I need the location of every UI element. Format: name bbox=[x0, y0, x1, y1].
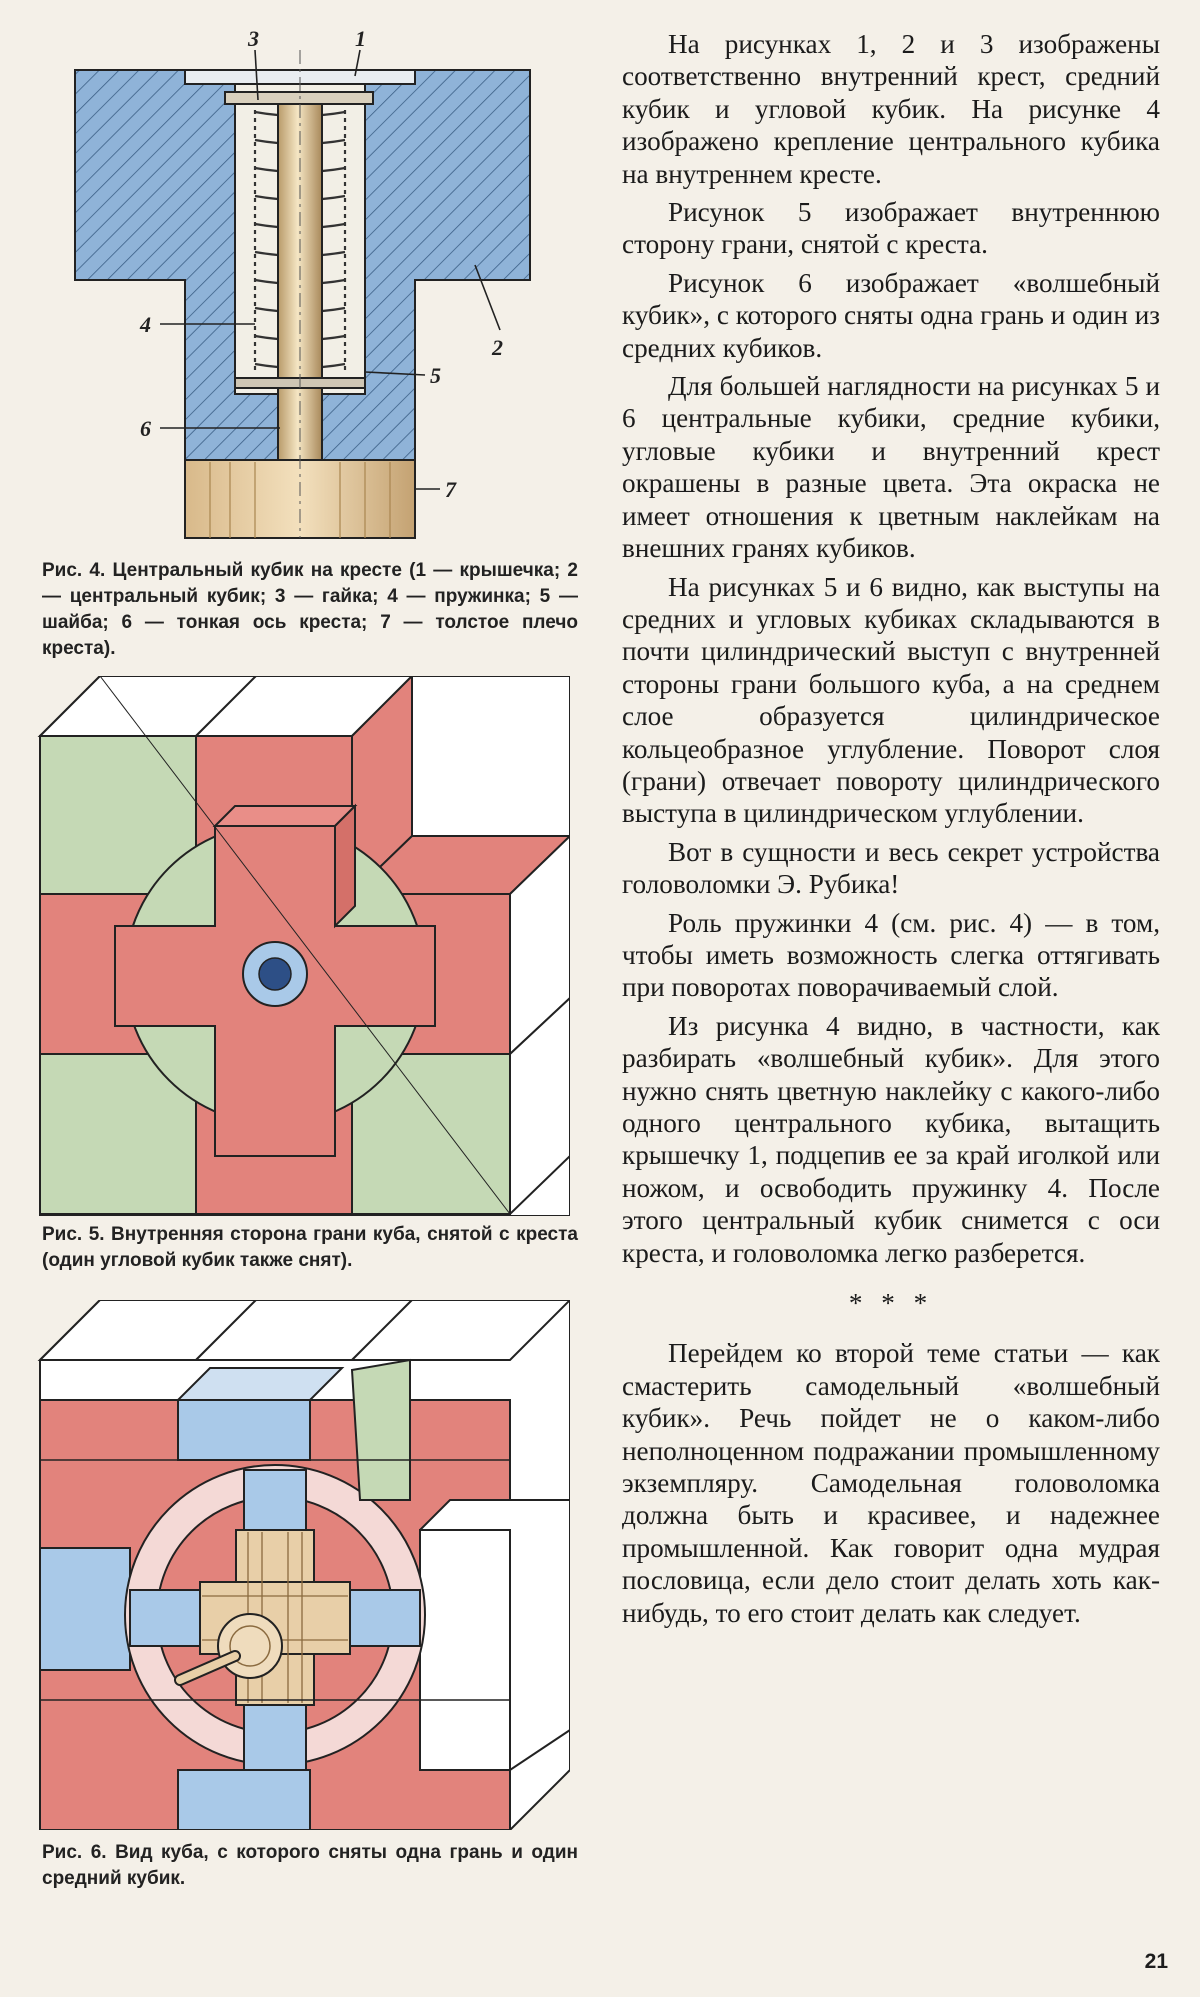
page-number: 21 bbox=[1144, 1950, 1168, 1973]
fig4-label-2: 2 bbox=[492, 335, 503, 360]
paragraph: Для большей наглядности на рисунках 5 и 6 центральные кубики, средние кубики, угловые кубики и внутренний крест окрашены в разные цвета. Эта окраска не имеет отношения к цветным наклейкам на внешних гранях кубиков. bbox=[622, 371, 1160, 564]
paragraph: Роль пружинки 4 (см. рис. 4) — в том, чтобы иметь возможность слегка оттягивать при поворотах поворачиваемый слой. bbox=[622, 907, 1160, 1003]
fig5-diagram bbox=[30, 676, 570, 1216]
fig4-caption: Рис. 4. Центральный кубик на кресте (1 — крышечка; 2 — центральный кубик; 3 — гайка; 4 — пружинка; 5 — шайба; 6 — тонкая ось креста; 7 — толстое плечо креста). bbox=[42, 560, 578, 659]
fig4-label-5: 5 bbox=[430, 363, 441, 388]
fig5-caption: Рис. 5. Внутренняя сторона грани куба, снятой с креста (один угловой кубик также снят). bbox=[42, 1224, 578, 1271]
fig4-diagram bbox=[30, 20, 570, 540]
paragraph: Рисунок 6 изображает «волшебный кубик», с которого сняты одна грань и один из средних кубиков. bbox=[622, 267, 1160, 363]
section-separator: * * * bbox=[848, 1288, 934, 1319]
paragraph: Вот в сущности и весь секрет устройства головоломки Э. Рубика! bbox=[622, 836, 1160, 900]
fig4-label-7: 7 bbox=[445, 477, 456, 502]
figure-5 bbox=[30, 676, 570, 1216]
figure-4 bbox=[30, 20, 570, 540]
figure-6 bbox=[30, 1300, 570, 1830]
paragraph: Перейдем ко второй теме статьи — как смастерить самодельный «волшебный кубик». Речь пойдет не о каком-либо неполноценном подражании промышленному экземпляру. Самодельная головоломка должна быть и красивее, и надежнее промышленной. Как говорит одна мудрая пословица, если дело стоит делать хоть как-нибудь, то его стоит делать как следует. bbox=[622, 1338, 1160, 1628]
paragraph: На рисунках 5 и 6 видно, как выступы на средних и угловых кубиках складываются в почти цилиндрический выступ с внутренней стороны грани большого куба, а на среднем слое образуется цилиндрическое кольцеобразное углубление. Поворот слоя (грани) отвечает повороту цилиндрического выступа в цилиндрическом углублении. bbox=[622, 571, 1160, 829]
fig4-label-1: 1 bbox=[355, 26, 366, 51]
paragraph: На рисунках 1, 2 и 3 изображены соответственно внутренний крест, средний кубик и угловой кубик. На рисунке 4 изображено крепление центрального кубика на внутреннем кресте. bbox=[622, 29, 1160, 189]
fig4-label-4: 4 bbox=[140, 312, 151, 337]
paragraph: Из рисунка 4 видно, в частности, как разбирать «волшебный кубик». Для этого нужно снять цветную наклейку с какого-либо одного центрального кубика, вытащить крышечку 1, подцепив ее за край иголкой или ножом, и освободить пружинку 4. После этого центральный кубик снимется с оси креста, и головоломка легко разберется. bbox=[622, 1010, 1160, 1268]
fig4-label-3: 3 bbox=[248, 26, 259, 51]
fig4-label-6: 6 bbox=[140, 416, 151, 441]
fig6-caption: Рис. 6. Вид куба, с которого сняты одна грань и один средний кубик. bbox=[42, 1842, 578, 1889]
article-text bbox=[622, 28, 1160, 1635]
paragraph: Рисунок 5 изображает внутреннюю сторону грани, снятой с креста. bbox=[622, 197, 1160, 260]
fig6-diagram bbox=[30, 1300, 570, 1830]
